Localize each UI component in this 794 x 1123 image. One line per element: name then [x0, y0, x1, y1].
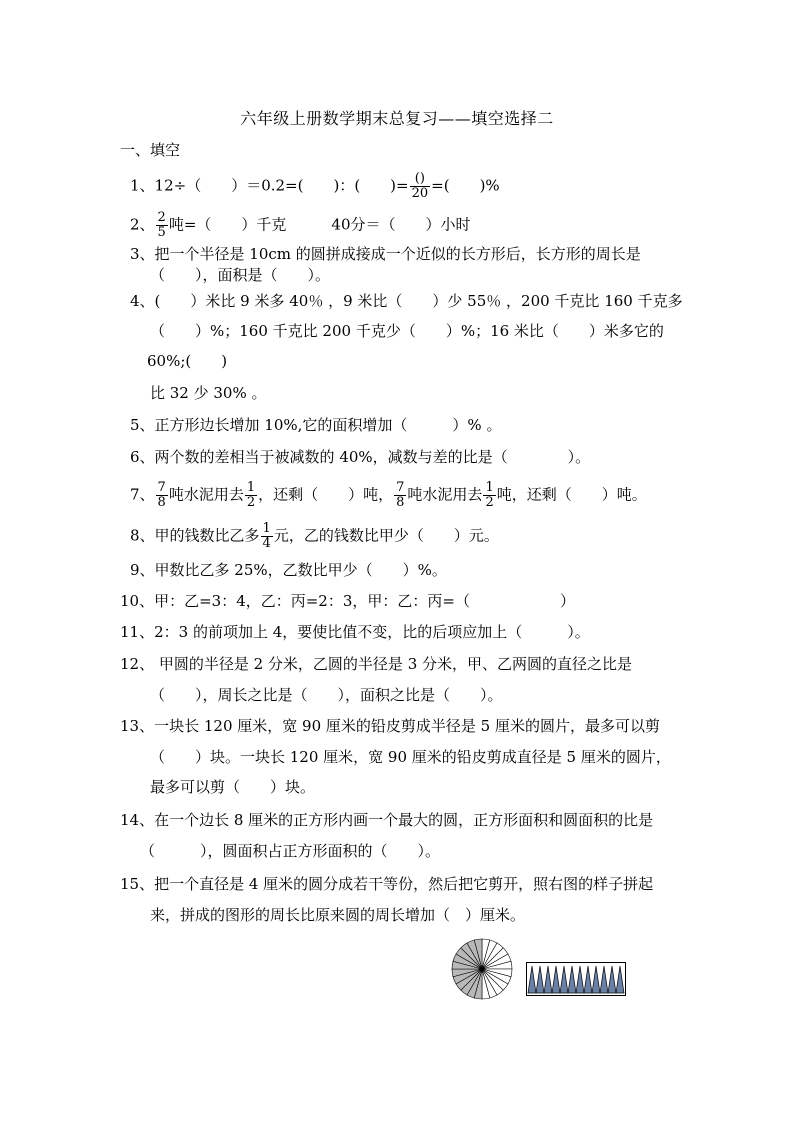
q7-fraction-3 [394, 481, 406, 510]
question-13-line-3: 最多可以剪（ ）块。 [150, 778, 316, 796]
question-4-line-1: 4、( ）米比 9 米多 40％ ，9 米比（ ）少 55％ ，200 千克比 160 千克多 [130, 292, 683, 310]
page-title: 六年级上册数学期末总复习——填空选择二 [240, 109, 554, 128]
fraction-denominator: 20 [411, 186, 429, 201]
question-15-line-1: 15、把一个直径是 4 厘米的圆分成若干等份，然后把它剪开，照右图的样子拼起 [120, 875, 654, 893]
fraction-denominator: 4 [262, 536, 271, 551]
q7-number: 7、 [130, 485, 155, 504]
q1-fraction [410, 172, 431, 201]
question-12-line-1: 12、 甲圆的半径是 2 分米，乙圆的半径是 3 分米，甲、乙两圆的直径之比是 [120, 655, 633, 673]
q1-text-a: 1、12÷（ ）＝0.2=( )：( )= [130, 176, 409, 195]
q7-fraction-4 [483, 481, 495, 510]
fraction-denominator: 5 [157, 225, 166, 240]
fraction-numerator: 1 [485, 480, 494, 495]
q8-fraction [261, 522, 273, 551]
question-4-line-2: （ ）%；160 千克比 200 千克少（ ）%；16 米比（ ）米多它的 [150, 322, 664, 340]
fraction-denominator: 2 [246, 495, 256, 510]
fraction-denominator: 2 [485, 495, 494, 510]
question-8 [130, 522, 499, 551]
question-4-line-4: 比 32 少 30% 。 [150, 384, 267, 402]
q2-text: 吨=（ ）千克 40分＝（ ）小时 [168, 215, 471, 234]
question-14-line-1: 14、在一个边长 8 厘米的正方形内画一个最大的圆，正方形面积和圆面积的比是 [120, 811, 654, 829]
q7-fraction-2 [245, 481, 257, 510]
question-13-line-2: （ ）块。一块长 120 厘米，宽 90 厘米的铅皮剪成直径是 5 厘米的圆片， [150, 748, 671, 766]
circle-sectors [452, 939, 512, 999]
section-heading: 一、填空 [120, 141, 181, 159]
question-9: 9、甲数比乙多 25%，乙数比甲少（ ）%。 [130, 561, 447, 579]
question-3-line-1: 3、把一个半径是 10cm 的圆拼成接成一个近似的长方形后，长方形的周长是 [130, 245, 641, 263]
question-3-line-2: （ ），面积是（ ）。 [150, 266, 331, 284]
q2-fraction [156, 211, 168, 240]
q8-text-a: 8、甲的钱数比乙多 [130, 526, 260, 545]
fraction-numerator: 7 [396, 480, 405, 495]
q1-text-b: =( )% [431, 176, 500, 195]
q7-text-c: 吨水泥用去 [407, 485, 483, 504]
fraction-numerator: () [410, 172, 431, 187]
question-5: 5、正方形边长增加 10%,它的面积增加（ ）% 。 [130, 416, 502, 434]
question-13-line-1: 13、一块长 120 厘米，宽 90 厘米的铅皮剪成半径是 5 厘米的圆片，最多可以剪 [120, 717, 660, 735]
q2-number: 2、 [130, 215, 155, 234]
rearranged-rectangle-figure [526, 962, 626, 996]
question-2 [130, 211, 471, 240]
question-15-line-2: 来，拼成的图形的周长比原来圆的周长增加（ ）厘米。 [150, 906, 526, 924]
fraction-denominator: 8 [157, 495, 166, 510]
q7-text-a: 吨水泥用去 [168, 485, 244, 504]
question-12-line-2: （ ），周长之比是（ ），面积之比是（ ）。 [150, 686, 503, 704]
question-7 [130, 481, 647, 510]
question-1 [130, 172, 500, 201]
question-10: 10、甲：乙=3：4，乙：丙=2：3，甲：乙：丙=（ ） [120, 592, 575, 610]
fraction-numerator: 1 [262, 521, 271, 536]
fraction-numerator: 7 [157, 480, 166, 495]
q7-text-d: 吨，还剩（ ）吨。 [496, 485, 647, 504]
fraction-numerator: 2 [157, 210, 166, 225]
fraction-denominator: 8 [396, 495, 405, 510]
question-6: 6、两个数的差相当于被减数的 40%，减数与差的比是（ ）。 [130, 448, 591, 466]
sectored-circle-figure [450, 937, 514, 1001]
q8-text-b: 元，乙的钱数比甲少（ ）元。 [273, 526, 499, 545]
question-4-line-3: 60%;( ) [147, 352, 228, 370]
fraction-numerator: 1 [246, 480, 256, 495]
question-14-line-2: （ ），圆面积占正方形面积的（ ）。 [140, 842, 441, 860]
question-11: 11、2：3 的前项加上 4，要使比值不变，比的后项应加上（ ）。 [120, 623, 590, 641]
q7-fraction-1 [156, 481, 168, 510]
q7-text-b: ，还剩（ ）吨， [258, 485, 394, 504]
